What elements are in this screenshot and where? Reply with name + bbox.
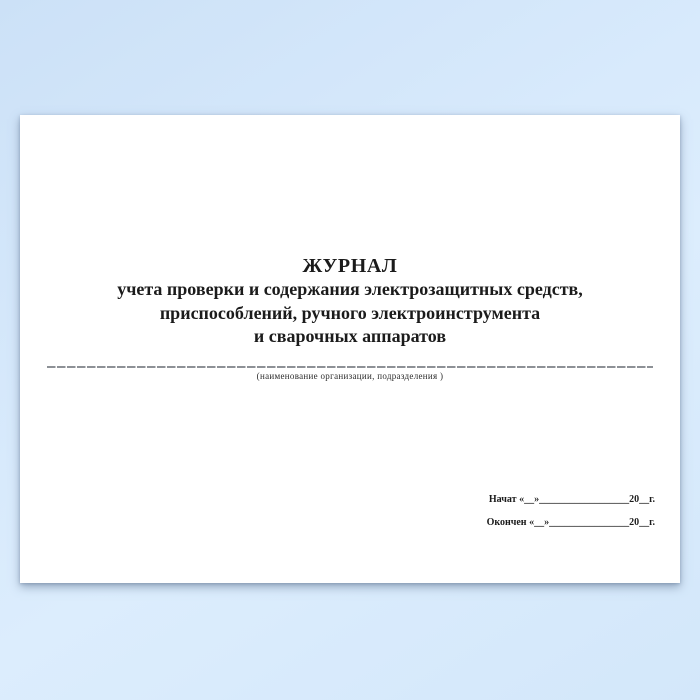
organization-caption: (наименование организации, подразделения ) — [256, 370, 444, 381]
journal-title-block — [20, 255, 680, 349]
date-started-line: Начат «__»__________________20__г. — [488, 494, 655, 505]
journal-cover-page — [20, 115, 680, 583]
date-finished-line: Окончен «__»________________20__г. — [486, 517, 655, 528]
journal-subtitle-line-3: и сварочных аппаратов — [253, 326, 447, 346]
organization-block — [20, 366, 680, 381]
dates-block — [487, 493, 655, 539]
journal-title: ЖУРНАЛ — [302, 255, 398, 277]
journal-subtitle-line-2: приспособлений, ручного электроинструмента — [159, 302, 541, 323]
organization-fill-in-line — [47, 366, 653, 368]
journal-subtitle-line-1: учета проверки и содержания электрозащитных средств, — [117, 279, 583, 299]
